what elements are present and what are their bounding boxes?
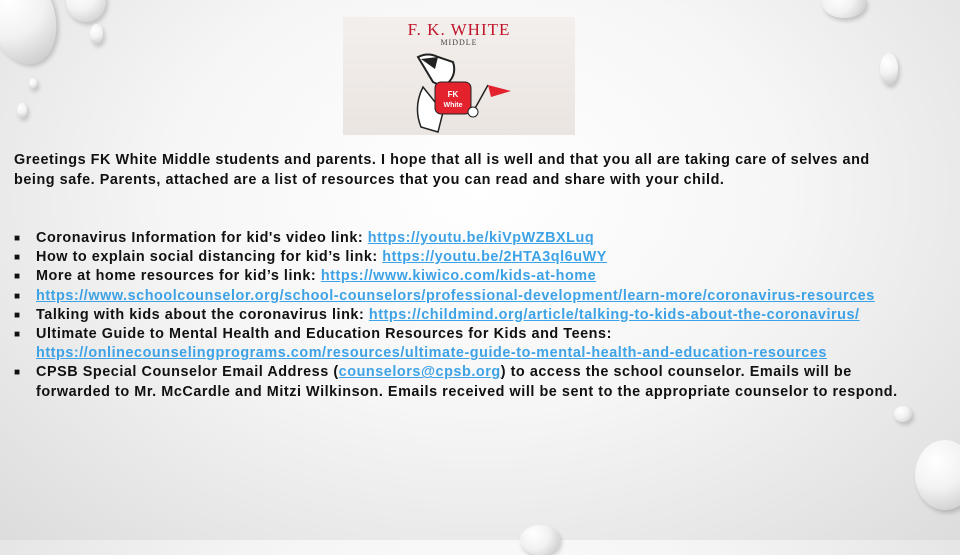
kiwico-link[interactable]: https://www.kiwico.com/kids-at-home [320,268,597,285]
svg-text:White: White [443,102,463,109]
list-item [14,287,914,306]
schoolcounselor-link[interactable]: https://www.schoolcounselor.org/school-counselors/professional-development/learn-more/coronavirus-resources [36,287,875,304]
bullet-icon: ■ [14,329,21,341]
list-item: ■ Ultimate Guide to Mental Health and Education Resources for Kids and Teens: https://onlinecounselingprograms.com/resources/ultimate-guide-to-mental-health-and-education-resources [14,326,827,362]
bullet-icon: ■ [14,367,21,379]
bullet-icon: ■ [14,271,21,283]
list-item: ■ CPSB Special Counselor Email Address (counselors@cpsb.org) to access the school counselor. Emails will be forwarded to Mr. McCardle and Mitzi Wilkinson. Emails received will be sent to the appropriate counselor to respond. [14,364,898,400]
water-drop-decoration [915,440,960,510]
water-drop-decoration [894,406,912,422]
mascot-icon [343,17,575,135]
water-drop-decoration [17,103,27,118]
bullet-icon: ■ [14,252,21,264]
counselor-email-link[interactable]: counselors@cpsb.org [338,364,501,381]
list-item: ■ How to explain social distancing for kid’s link: https://youtu.be/2HTA3ql6uWY [14,248,914,267]
water-drop-decoration [880,53,898,85]
water-drop-decoration [66,0,106,22]
list-item: ■ More at home resources for kid’s link: https://www.kiwico.com/kids-at-home [14,267,914,286]
water-drop-decoration [90,24,103,44]
water-drop-decoration [0,0,66,72]
school-logo [343,17,575,135]
logo-title: F. K. WHITE [407,20,511,39]
water-drop-decoration [520,525,560,555]
bullet-icon: ■ [14,290,21,302]
mental-health-guide-link[interactable]: https://onlinecounselingprograms.com/resources/ultimate-guide-to-mental-health-and-education-resources [36,345,827,362]
logo-subtitle: MIDDLE [440,38,478,47]
water-drop-decoration [822,0,866,18]
social-distancing-link[interactable]: https://youtu.be/2HTA3ql6uWY [382,249,607,266]
resource-list [14,229,914,402]
bullet-icon: ■ [14,309,21,321]
video-link[interactable]: https://youtu.be/kiVpWZBXLuq [367,230,595,246]
intro-paragraph: Greetings FK White Middle students and parents. I hope that all is well and that you all are taking care of selves and being safe. Parents, attached are a list of resources that you can read and share with your child. [14,152,870,188]
list-item: ■ Coronavirus Information for kid's video link: https://youtu.be/kiVpWZBXLuq [14,229,914,248]
water-drop-decoration [29,78,37,89]
list-item: ■ Talking with kids about the coronavirus link: https://childmind.org/article/talking-to-kids-about-the-coronavirus/ [14,306,914,325]
svg-text:FK: FK [447,90,459,99]
bullet-icon: ■ [14,233,21,244]
childmind-link[interactable]: https://childmind.org/article/talking-to-kids-about-the-coronavirus/ [368,306,860,323]
